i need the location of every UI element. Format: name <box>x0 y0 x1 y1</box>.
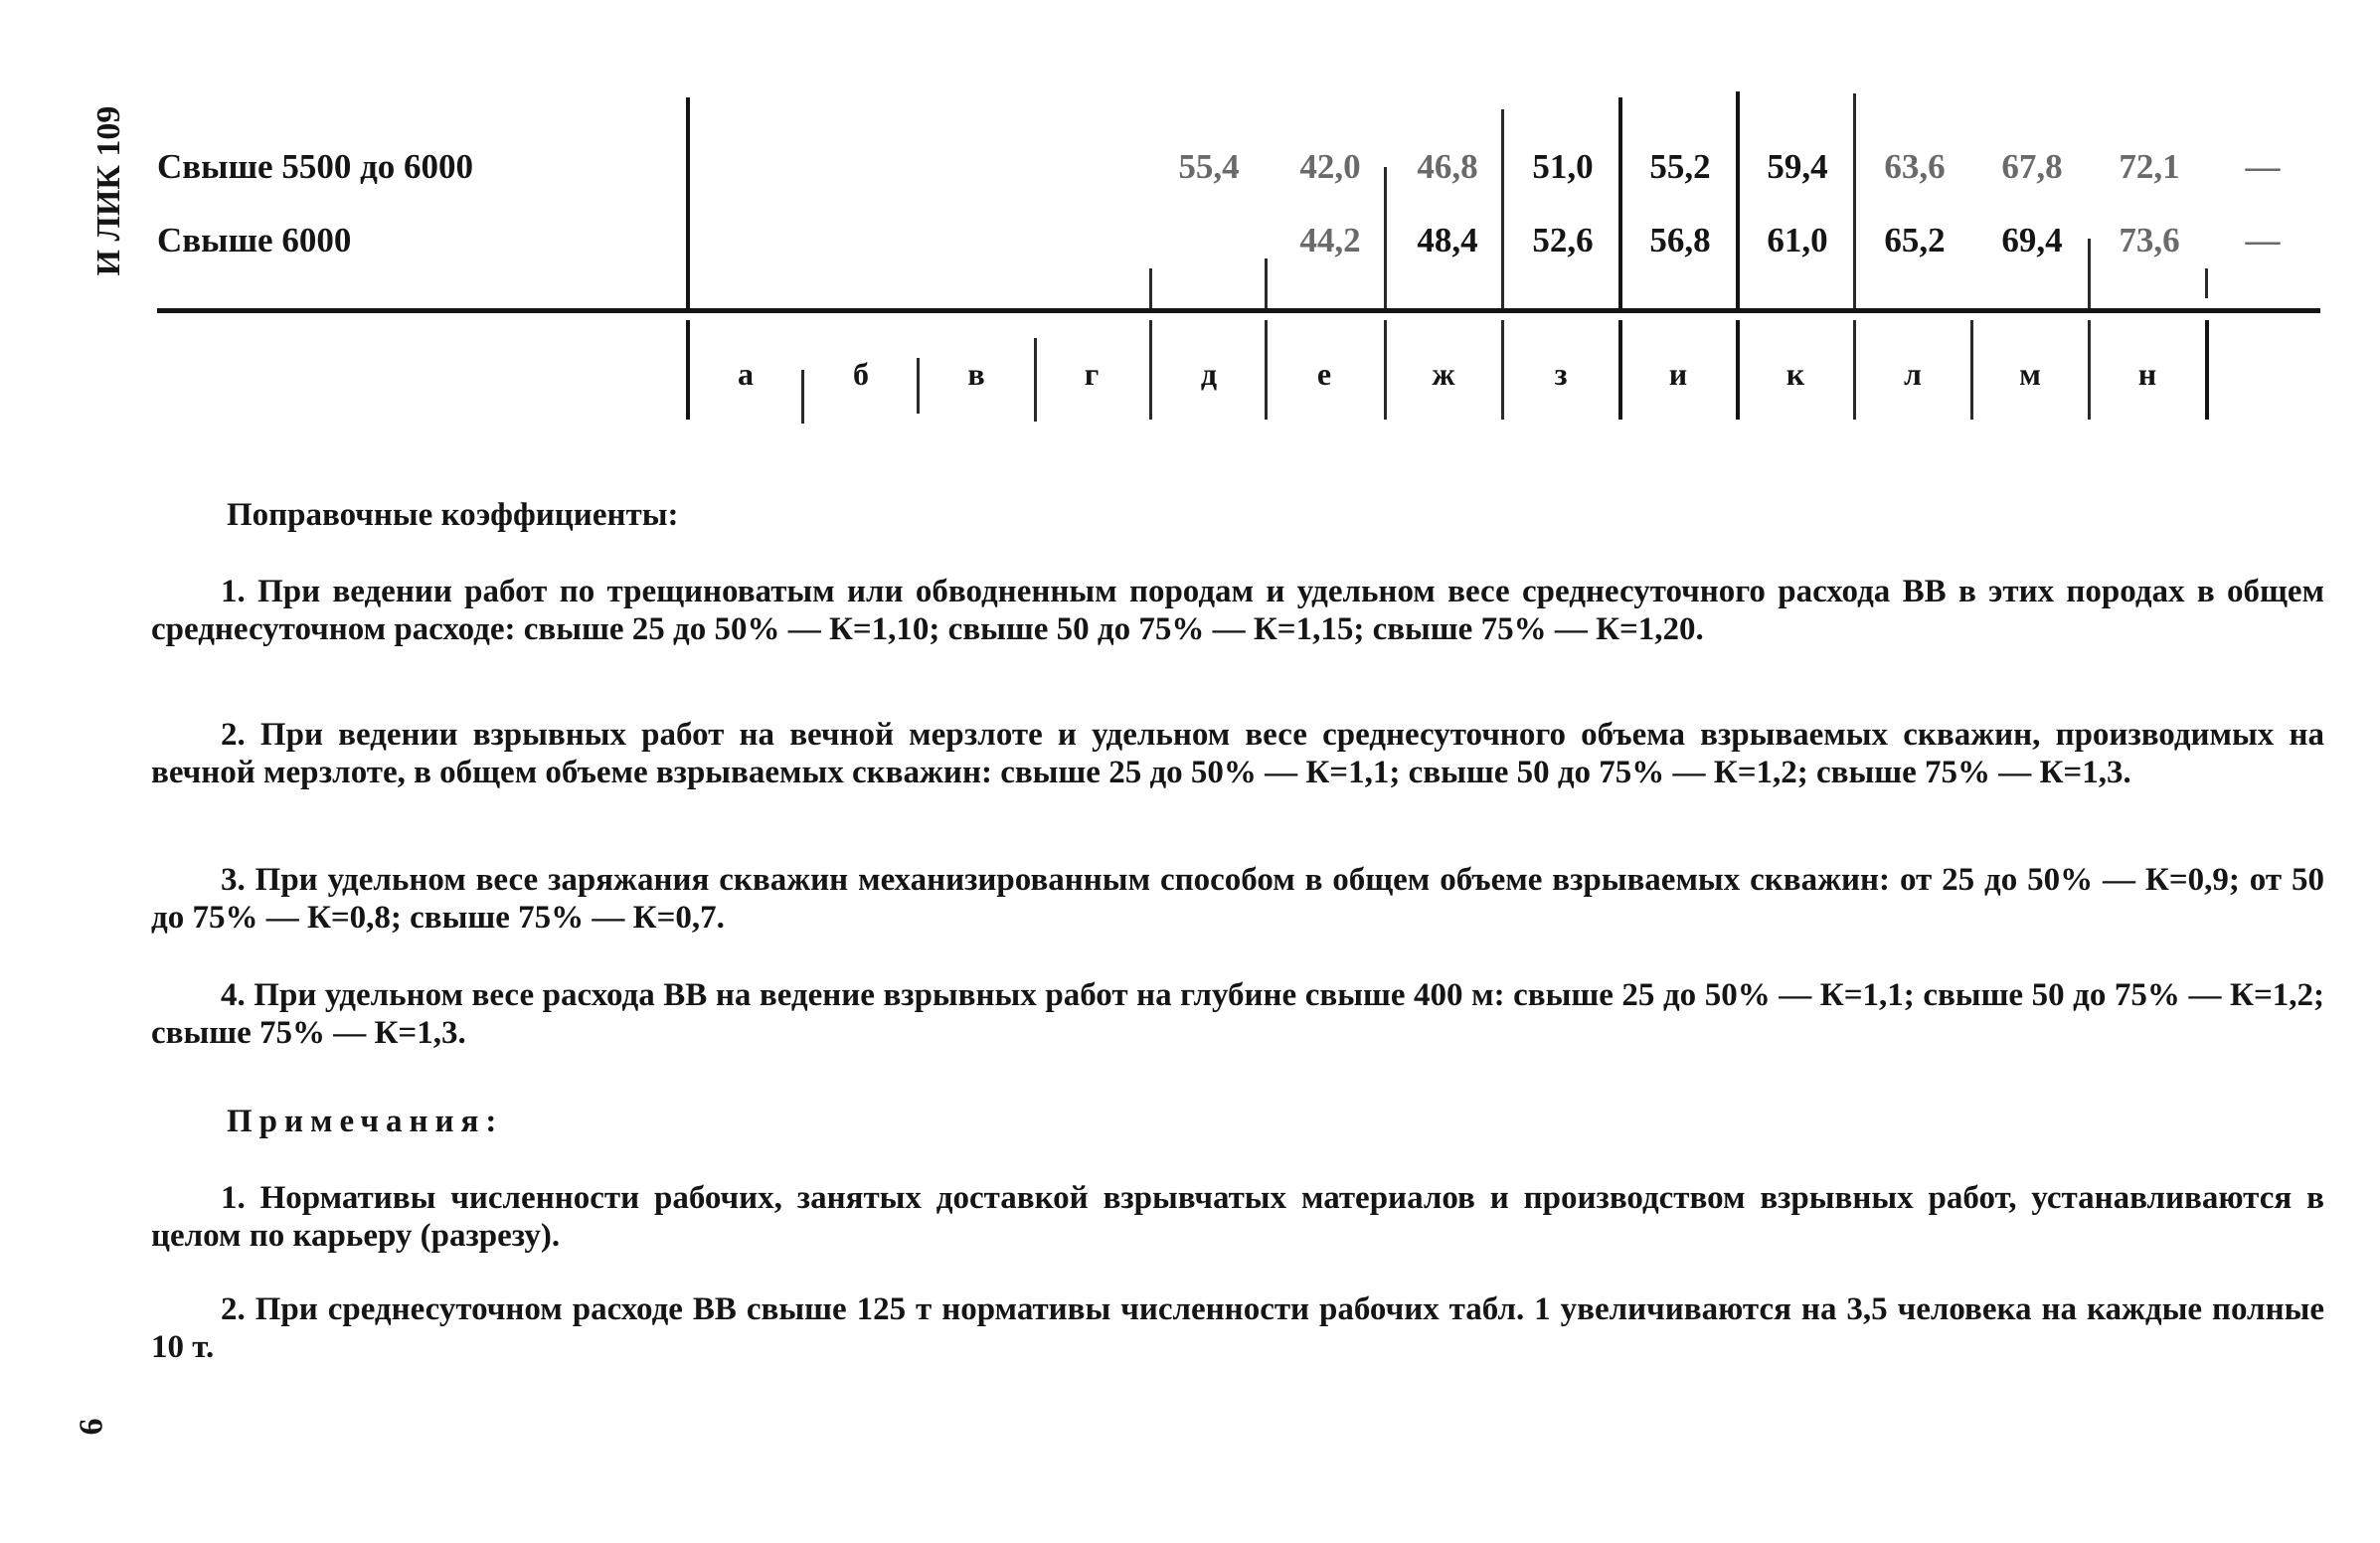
column-letter: д <box>1200 356 1218 392</box>
column-divider <box>1853 93 1856 308</box>
column-letter: л <box>1904 356 1922 392</box>
paragraph: 2. При ведении взрывных работ на вечной мерзлоте и удельном весе среднесуточного объема взрываемых скважин, производимых на вечной мерзлоте, в общем объеме взрываемых скважин: свыше 25 до 50% — К=1,1; свыше 50 до 75% — К=1,2; свыше 75% — К=1,3. <box>151 717 2324 790</box>
column-letter: к <box>1785 356 1805 392</box>
section-heading: Поправочные коэффициенты: <box>227 497 679 533</box>
table-cell: 72,1 <box>2119 147 2180 186</box>
table-rule <box>157 308 2320 313</box>
column-divider <box>1149 268 1152 310</box>
column-letter: е <box>1316 356 1332 392</box>
column-divider <box>2205 320 2209 420</box>
table-cell: 52,6 <box>1532 221 1594 259</box>
table-cell: 69,4 <box>2001 221 2063 259</box>
column-letter: н <box>2137 356 2157 392</box>
table-cell: 42,0 <box>1299 147 1361 186</box>
column-letter: м <box>2019 356 2041 392</box>
table-cell: 48,4 <box>1417 221 1478 259</box>
row-label: Свыше 6000 <box>157 221 352 259</box>
column-divider <box>2205 268 2208 298</box>
column-letter: г <box>1084 356 1100 392</box>
paragraph: 1. При ведении работ по трещиноватым или обводненным породам и удельном весе среднесуточного расхода ВВ в этих породах в общем среднесуточном расходе: свыше 25 до 50% — К=1,10; свыше 50 до 75% — К=1,15; свыше 75% — К=1,20. <box>151 574 2324 647</box>
table-cell: 55,4 <box>1178 147 1240 186</box>
column-divider <box>1618 97 1622 308</box>
table-cell: 46,8 <box>1417 147 1478 186</box>
paragraph: 4. При удельном весе расхода ВВ на ведение взрывных работ на глубине свыше 400 м: свыше 25 до 50% — К=1,1; свыше 50 до 75% — К=1,2; свыше 75% — К=1,3. <box>151 977 2324 1051</box>
column-letter: ж <box>1432 356 1455 392</box>
table-cell: 51,0 <box>1532 147 1594 186</box>
table-cell: 73,6 <box>2119 221 2180 259</box>
table-cell: 65,2 <box>1884 221 1946 259</box>
paragraph: 1. Нормативы численности рабочих, занятых доставкой взрывчатых материалов и производством взрывных работ, устанавливаются в целом по карьеру (разрезу). <box>151 1180 2324 1254</box>
table-cell: — <box>2245 221 2281 259</box>
table-cell: 63,6 <box>1884 147 1946 186</box>
table-cell: — <box>2245 147 2281 186</box>
row-label: Свыше 5500 до 6000 <box>157 147 474 186</box>
column-letter: а <box>738 356 754 392</box>
paragraph: 3. При удельном весе заряжания скважин механизированным способом в общем объеме взрываемых скважин: от 25 до 50% — К=0,9; от 50 до 75% — К=0,8; свыше 75% — К=0,7. <box>151 862 2324 936</box>
table-cell: 59,4 <box>1767 147 1828 186</box>
page-number: 6 <box>73 1418 110 1436</box>
column-letter: и <box>1668 356 1688 392</box>
column-letter: в <box>967 356 985 392</box>
table-cell: 55,2 <box>1649 147 1711 186</box>
column-divider <box>1736 91 1740 308</box>
table-cell: 67,8 <box>2001 147 2063 186</box>
table-cell: 61,0 <box>1767 221 1828 259</box>
column-divider <box>686 97 690 308</box>
paragraph: 2. При среднесуточном расходе ВВ свыше 125 т нормативы численности рабочих табл. 1 увеличиваются на 3,5 человека на каждые полные 10 т. <box>151 1291 2324 1365</box>
table-cell: 56,8 <box>1649 221 1711 259</box>
section-heading: Примечания: <box>227 1104 504 1139</box>
column-divider <box>1501 109 1504 308</box>
column-letter: з <box>1554 356 1568 392</box>
table-cell: 44,2 <box>1299 221 1361 259</box>
column-divider <box>2088 239 2091 308</box>
column-divider <box>1265 258 1268 308</box>
side-document-label: И ЛИК 109 <box>90 105 127 276</box>
column-letter: б <box>853 356 869 392</box>
